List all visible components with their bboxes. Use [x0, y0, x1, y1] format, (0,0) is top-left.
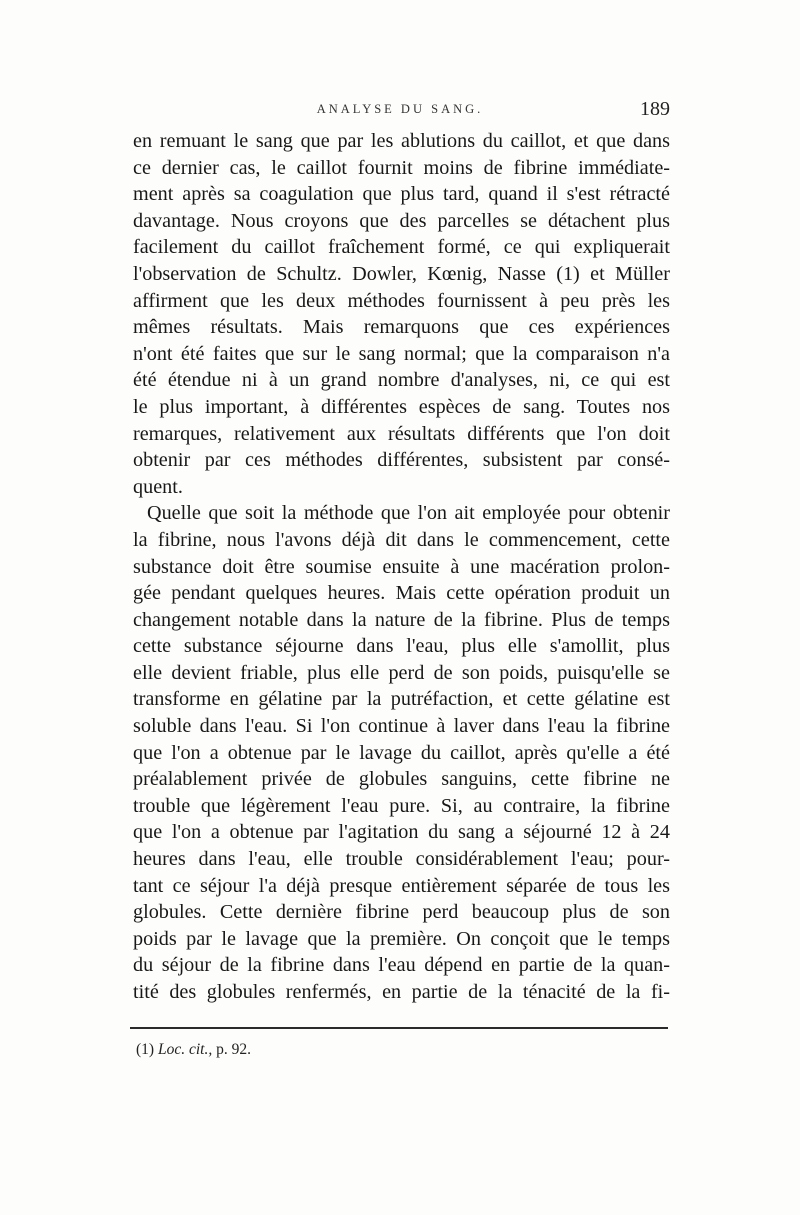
text-line: en remuant le sang que par les ablutions du caillot, et que dans	[133, 130, 670, 152]
text-line: mêmes résultats. Mais remarquons que ces expériences	[133, 316, 670, 339]
paragraph	[133, 128, 670, 500]
text-line: l'observation de Schultz. Dowler, Kœnig, Nasse (1) et Müller	[133, 262, 670, 285]
text-line: substance doit être soumise ensuite à une macération prolon-	[133, 555, 670, 578]
footnote-marker: (1)	[136, 1041, 155, 1058]
footnote-reference: Loc. cit.,	[157, 1041, 213, 1058]
text-line: du séjour de la fibrine dans l'eau dépend en partie de la quan-	[133, 954, 670, 977]
text-line: remarques, relativement aux résultats différents que l'on doit	[133, 422, 670, 445]
text-line: été étendue ni à un grand nombre d'analyses, ni, ce qui est	[133, 369, 670, 392]
running-title: ANALYSE DU SANG.	[316, 102, 484, 116]
text-line: ment après sa coagulation que plus tard, quand il s'est rétracté	[133, 183, 670, 206]
text-line: Quelle que soit la méthode que l'on ait employée pour obtenir	[147, 502, 670, 525]
page-header	[130, 88, 670, 128]
text-line: facilement du caillot fraîchement formé, ce qui expliquerait	[133, 236, 670, 259]
text-line: cette substance séjourne dans l'eau, plus elle s'amollit, plus	[133, 635, 670, 658]
text-line: trouble que légèrement l'eau pure. Si, au contraire, la fibrine	[133, 794, 670, 817]
text-line: n'ont été faites que sur le sang normal; que la comparaison n'a	[133, 342, 670, 365]
text-line: tité des globules renfermés, en partie de la ténacité de la fi-	[133, 981, 670, 1003]
text-line: obtenir par ces méthodes différentes, subsistent par consé-	[133, 449, 670, 472]
text-line: la fibrine, nous l'avons déjà dit dans le commencement, cette	[133, 528, 670, 551]
footnote	[136, 1041, 251, 1059]
paragraph	[133, 500, 670, 1005]
body-text	[133, 128, 670, 1006]
footnote-page: p. 92.	[216, 1041, 251, 1058]
text-line: quent.	[133, 475, 183, 498]
text-line: le plus important, à différentes espèces de sang. Toutes nos	[133, 395, 670, 418]
page-number: 189	[640, 98, 670, 120]
text-line: que l'on a obtenue par le lavage du caillot, après qu'elle a été	[133, 741, 670, 764]
text-line: poids par le lavage que la première. On conçoit que le temps	[133, 927, 670, 950]
text-line: que l'on a obtenue par l'agitation du sang a séjourné 12 à 24	[133, 821, 670, 844]
text-line: affirment que les deux méthodes fournissent à peu près les	[133, 289, 670, 312]
text-line: davantage. Nous croyons que des parcelles se détachent plus	[133, 209, 670, 232]
footnote-rule	[130, 1027, 668, 1029]
text-line: tant ce séjour l'a déjà presque entièrement séparée de tous les	[133, 874, 670, 897]
text-line: préalablement privée de globules sanguins, cette fibrine ne	[133, 768, 670, 791]
text-line: gée pendant quelques heures. Mais cette opération produit un	[133, 582, 670, 605]
text-line: soluble dans l'eau. Si l'on continue à laver dans l'eau la fibrine	[133, 715, 670, 738]
text-line: ce dernier cas, le caillot fournit moins de fibrine immédiate-	[133, 156, 670, 179]
text-line: globules. Cette dernière fibrine perd beaucoup plus de son	[133, 901, 670, 924]
text-line: changement notable dans la nature de la fibrine. Plus de temps	[133, 608, 670, 631]
text-line: elle devient friable, plus elle perd de son poids, puisqu'elle se	[133, 661, 670, 684]
text-line: heures dans l'eau, elle trouble considérablement l'eau; pour-	[133, 848, 670, 871]
text-line: transforme en gélatine par la putréfaction, et cette gélatine est	[133, 688, 670, 711]
